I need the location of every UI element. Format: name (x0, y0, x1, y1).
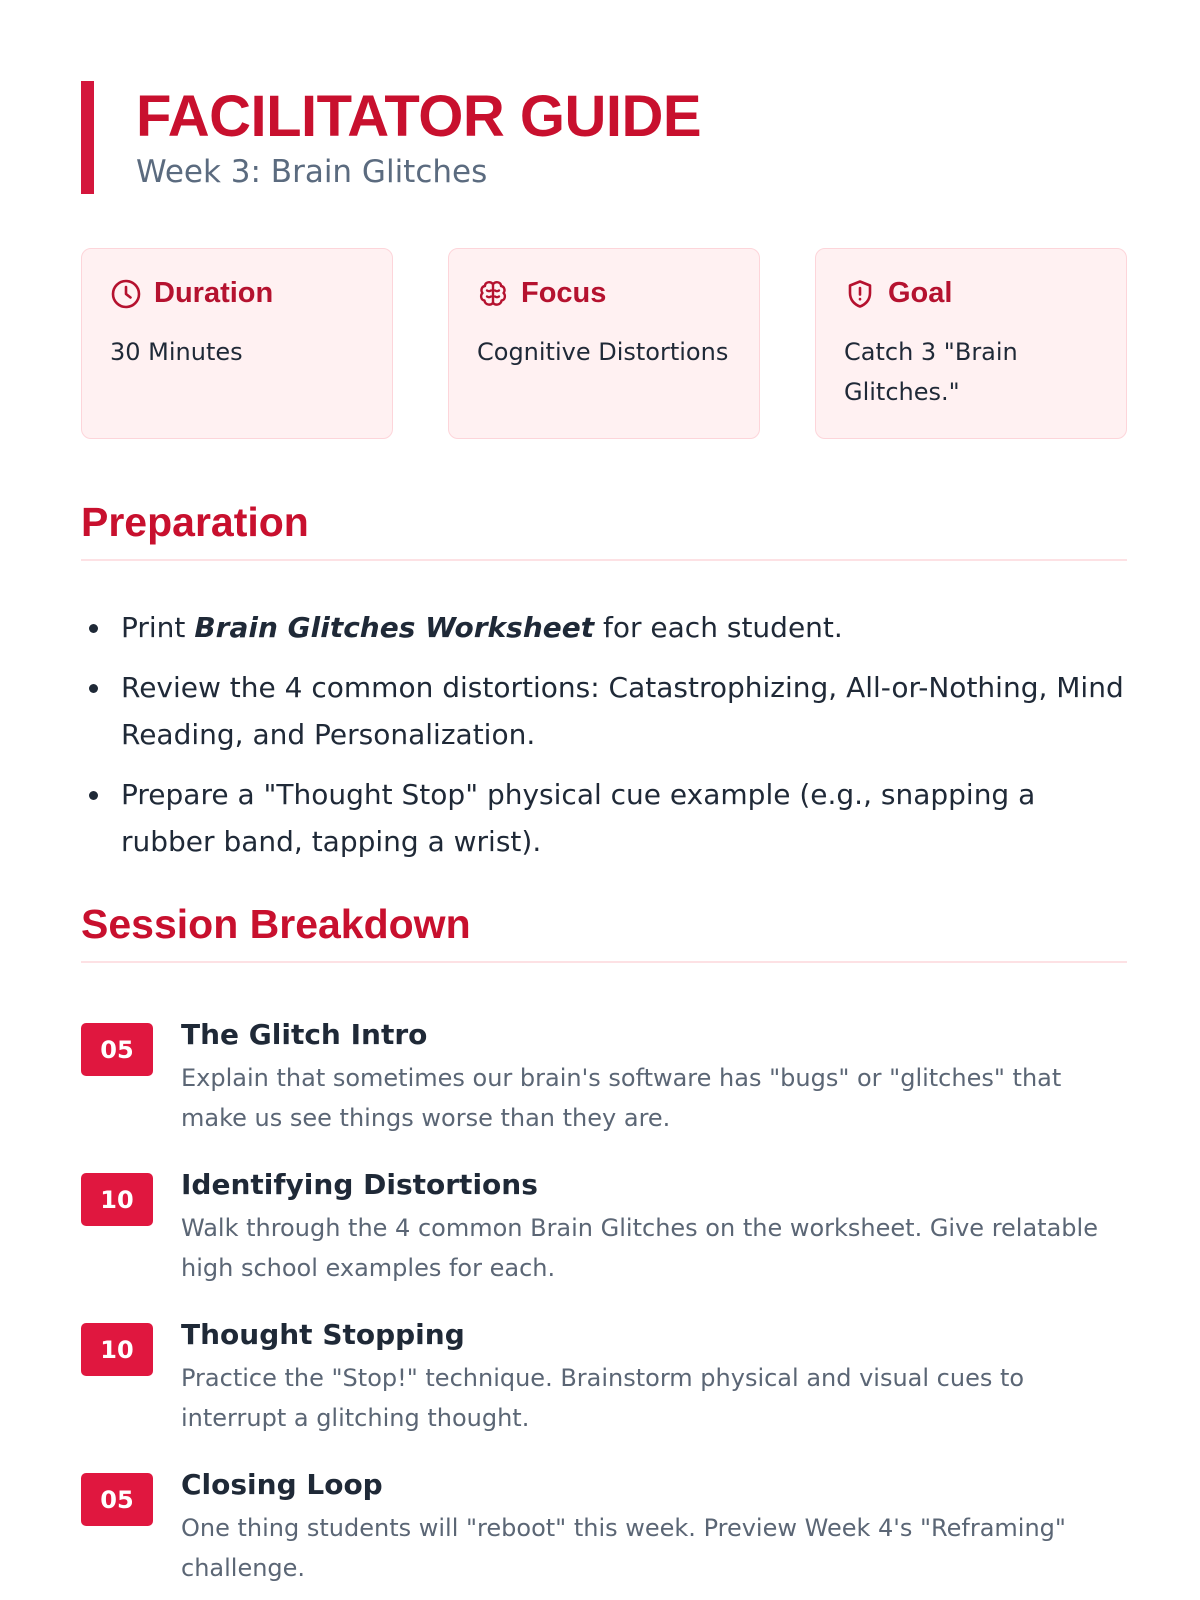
step-title: Thought Stopping (181, 1318, 465, 1351)
page-title: FACILITATOR GUIDE (136, 84, 702, 149)
duration-card-title: Duration (154, 277, 274, 309)
duration-card-value: 30 Minutes (110, 338, 243, 366)
session-breakdown-heading: Session Breakdown (81, 901, 471, 947)
preparation-item-text: Print (121, 611, 195, 644)
preparation-divider (81, 559, 1127, 561)
preparation-heading: Preparation (81, 499, 309, 545)
goal-card-value: Catch 3 "Brain Glitches." (844, 338, 1018, 406)
focus-card (448, 248, 760, 439)
clock-icon (110, 278, 142, 310)
goal-card (815, 248, 1127, 439)
focus-card-title: Focus (521, 277, 607, 309)
step-description: Walk through the 4 common Brain Glitches on the worksheet. Give relatable high school examples for each. (181, 1214, 1098, 1282)
info-cards (81, 248, 1127, 439)
preparation-item-text: for each student. (594, 611, 843, 644)
step-description: Practice the "Stop!" technique. Brainstorm physical and visual cues to interrupt a glitching thought. (181, 1364, 1025, 1432)
duration-card (81, 248, 393, 439)
preparation-item (81, 604, 1127, 651)
step-title: Closing Loop (181, 1468, 383, 1501)
minutes-badge: 05 (81, 1023, 153, 1076)
preparation-item (81, 664, 1127, 758)
step-title: Identifying Distortions (181, 1168, 538, 1201)
minutes-badge: 05 (81, 1473, 153, 1526)
page-subtitle: Week 3: Brain Glitches (136, 154, 488, 190)
preparation-list (81, 604, 1127, 878)
minutes-badge: 10 (81, 1323, 153, 1376)
goal-card-title: Goal (888, 277, 953, 309)
minutes-badge: 10 (81, 1173, 153, 1226)
step-description: One thing students will "reboot" this week. Preview Week 4's "Reframing" challenge. (181, 1514, 1066, 1582)
preparation-item (81, 771, 1127, 865)
focus-card-value: Cognitive Distortions (477, 338, 729, 366)
step-description: Explain that sometimes our brain's software has "bugs" or "glitches" that make us see things worse than they are. (181, 1064, 1062, 1132)
shield-alert-icon (844, 278, 876, 310)
preparation-item-text: Prepare a "Thought Stop" physical cue example (e.g., snapping a rubber band, tapping a wrist). (121, 778, 1036, 858)
guide-header (81, 81, 701, 194)
worksheet-name: Brain Glitches Worksheet (194, 611, 595, 644)
session-divider (81, 961, 1127, 963)
brain-icon (477, 278, 509, 310)
preparation-item-text: Review the 4 common distortions: Catastrophizing, All-or-Nothing, Mind Reading, and Personalization. (121, 671, 1124, 751)
step-title: The Glitch Intro (181, 1018, 428, 1051)
